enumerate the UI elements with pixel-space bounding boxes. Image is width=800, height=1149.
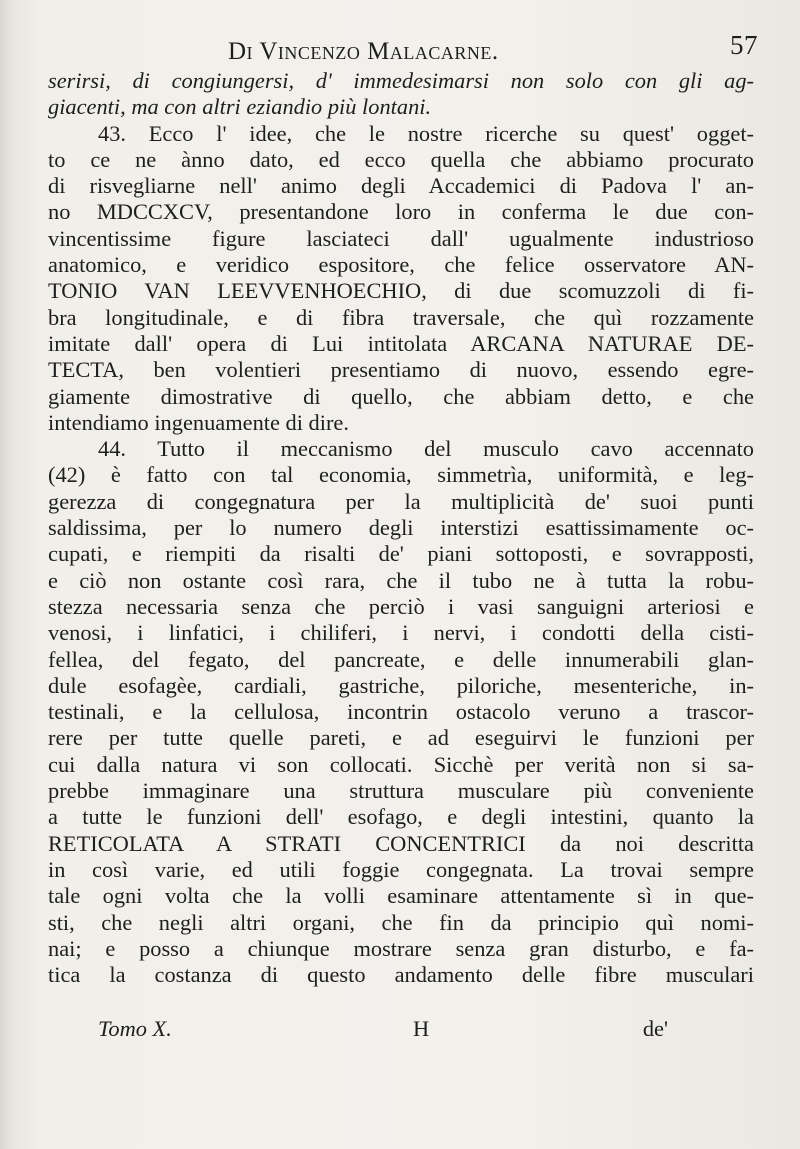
text-line: tale ogni volta che la volli esaminare attentamente sì in que-: [48, 883, 754, 909]
text-line: intendiamo ingenuamente di dire.: [48, 409, 349, 435]
text-line: e ciò non ostante così rara, che il tubo ne à tutta la robu-: [48, 567, 754, 593]
catchword: de': [642, 1016, 668, 1041]
text-line: imitate dall' opera di Lui intitolata ARCANA NATURAE DE-: [48, 330, 754, 356]
page-number: 57: [730, 30, 758, 60]
paragraph-44-first-line: 44. Tutto il meccanismo del musculo cavo accennato: [98, 436, 754, 462]
text-line: prebbe immaginare una struttura musculare più conveniente: [48, 778, 754, 804]
text-line: serirsi, di congiungersi, d' immedesimarsi non solo con gli ag-: [48, 68, 754, 93]
text-line: gerezza di congegnatura per la multiplicità de' suoi punti: [48, 488, 754, 514]
text-line: tica la costanza di questo andamento delle fibre musculari: [48, 962, 754, 988]
signature-mark: H: [413, 1016, 430, 1041]
text-line: di risvegliarne nell' animo degli Accademici di Padova l' an-: [48, 173, 754, 199]
text-line: to ce ne ànno dato, ed ecco quella che abbiamo procurato: [48, 146, 754, 172]
text-line: anatomico, e veridico espositore, che felice osservatore AN-: [48, 252, 754, 278]
text-line: TONIO VAN LEEVVENHOECHIO, di due scomuzzoli di fi-: [48, 278, 754, 304]
running-title: Di Vincenzo Malacarne.: [228, 38, 499, 65]
text-line: in così varie, ed utili foggie congegnata. La trovai sempre: [48, 856, 754, 882]
text-line: giacenti, ma con altri eziandio più lontani.: [48, 94, 432, 120]
body-text: [48, 68, 754, 988]
text-line: no MDCCXCV, presentandone loro in conferma le due con-: [48, 199, 754, 225]
text-line: fellea, del fegato, del pancreate, e delle innumerabili glan-: [48, 646, 754, 672]
text-line: testinali, e la cellulosa, incontrin ostacolo veruno a trascor-: [48, 699, 754, 725]
text-line: dule esofagèe, cardiali, gastriche, piloriche, mesenteriche, in-: [48, 672, 754, 698]
text-line: cui dalla natura vi son collocati. Sicchè per verità non si sa-: [48, 751, 754, 777]
text-line: TECTA, ben volentieri presentiamo di nuovo, essendo egre-: [48, 357, 754, 383]
paragraph-43-first-line: 43. Ecco l' idee, che le nostre ricerche su quest' ogget-: [98, 120, 754, 146]
text-line: stezza necessaria senza che perciò i vasi sanguigni arteriosi e: [48, 593, 754, 619]
volume-label: Tomo X.: [98, 1016, 172, 1041]
text-line: saldissima, per lo numero degli interstizi esattissimamente oc-: [48, 515, 754, 541]
text-line: sti, che negli altri organi, che fin da principio quì nomi-: [48, 909, 754, 935]
text-line: giamente dimostrative di quello, che abbiam detto, e che: [48, 383, 754, 409]
text-line: vincentissime figure lasciateci dall' ugualmente industrioso: [48, 225, 754, 251]
text-line: bra longitudinale, e di fibra traversale, che quì rozzamente: [48, 304, 754, 330]
text-line: rere per tutte quelle pareti, e ad eseguirvi le funzioni per: [48, 725, 754, 751]
text-line: a tutte le funzioni dell' esofago, e degli intestini, quanto la: [48, 804, 754, 830]
page-footer: [98, 1016, 668, 1046]
text-line: RETICOLATA A STRATI CONCENTRICI da noi descritta: [48, 830, 754, 856]
text-line: nai; e posso a chiunque mostrare senza gran disturbo, e fa-: [48, 935, 754, 961]
text-line: (42) è fatto con tal economia, simmetrìa, uniformità, e leg-: [48, 462, 754, 488]
page-header: [228, 30, 758, 70]
text-line: cupati, e riempiti da risalti de' piani sottoposti, e sovrapposti,: [48, 541, 754, 567]
text-line: venosi, i linfatici, i chiliferi, i nervi, i condotti della cisti-: [48, 620, 754, 646]
